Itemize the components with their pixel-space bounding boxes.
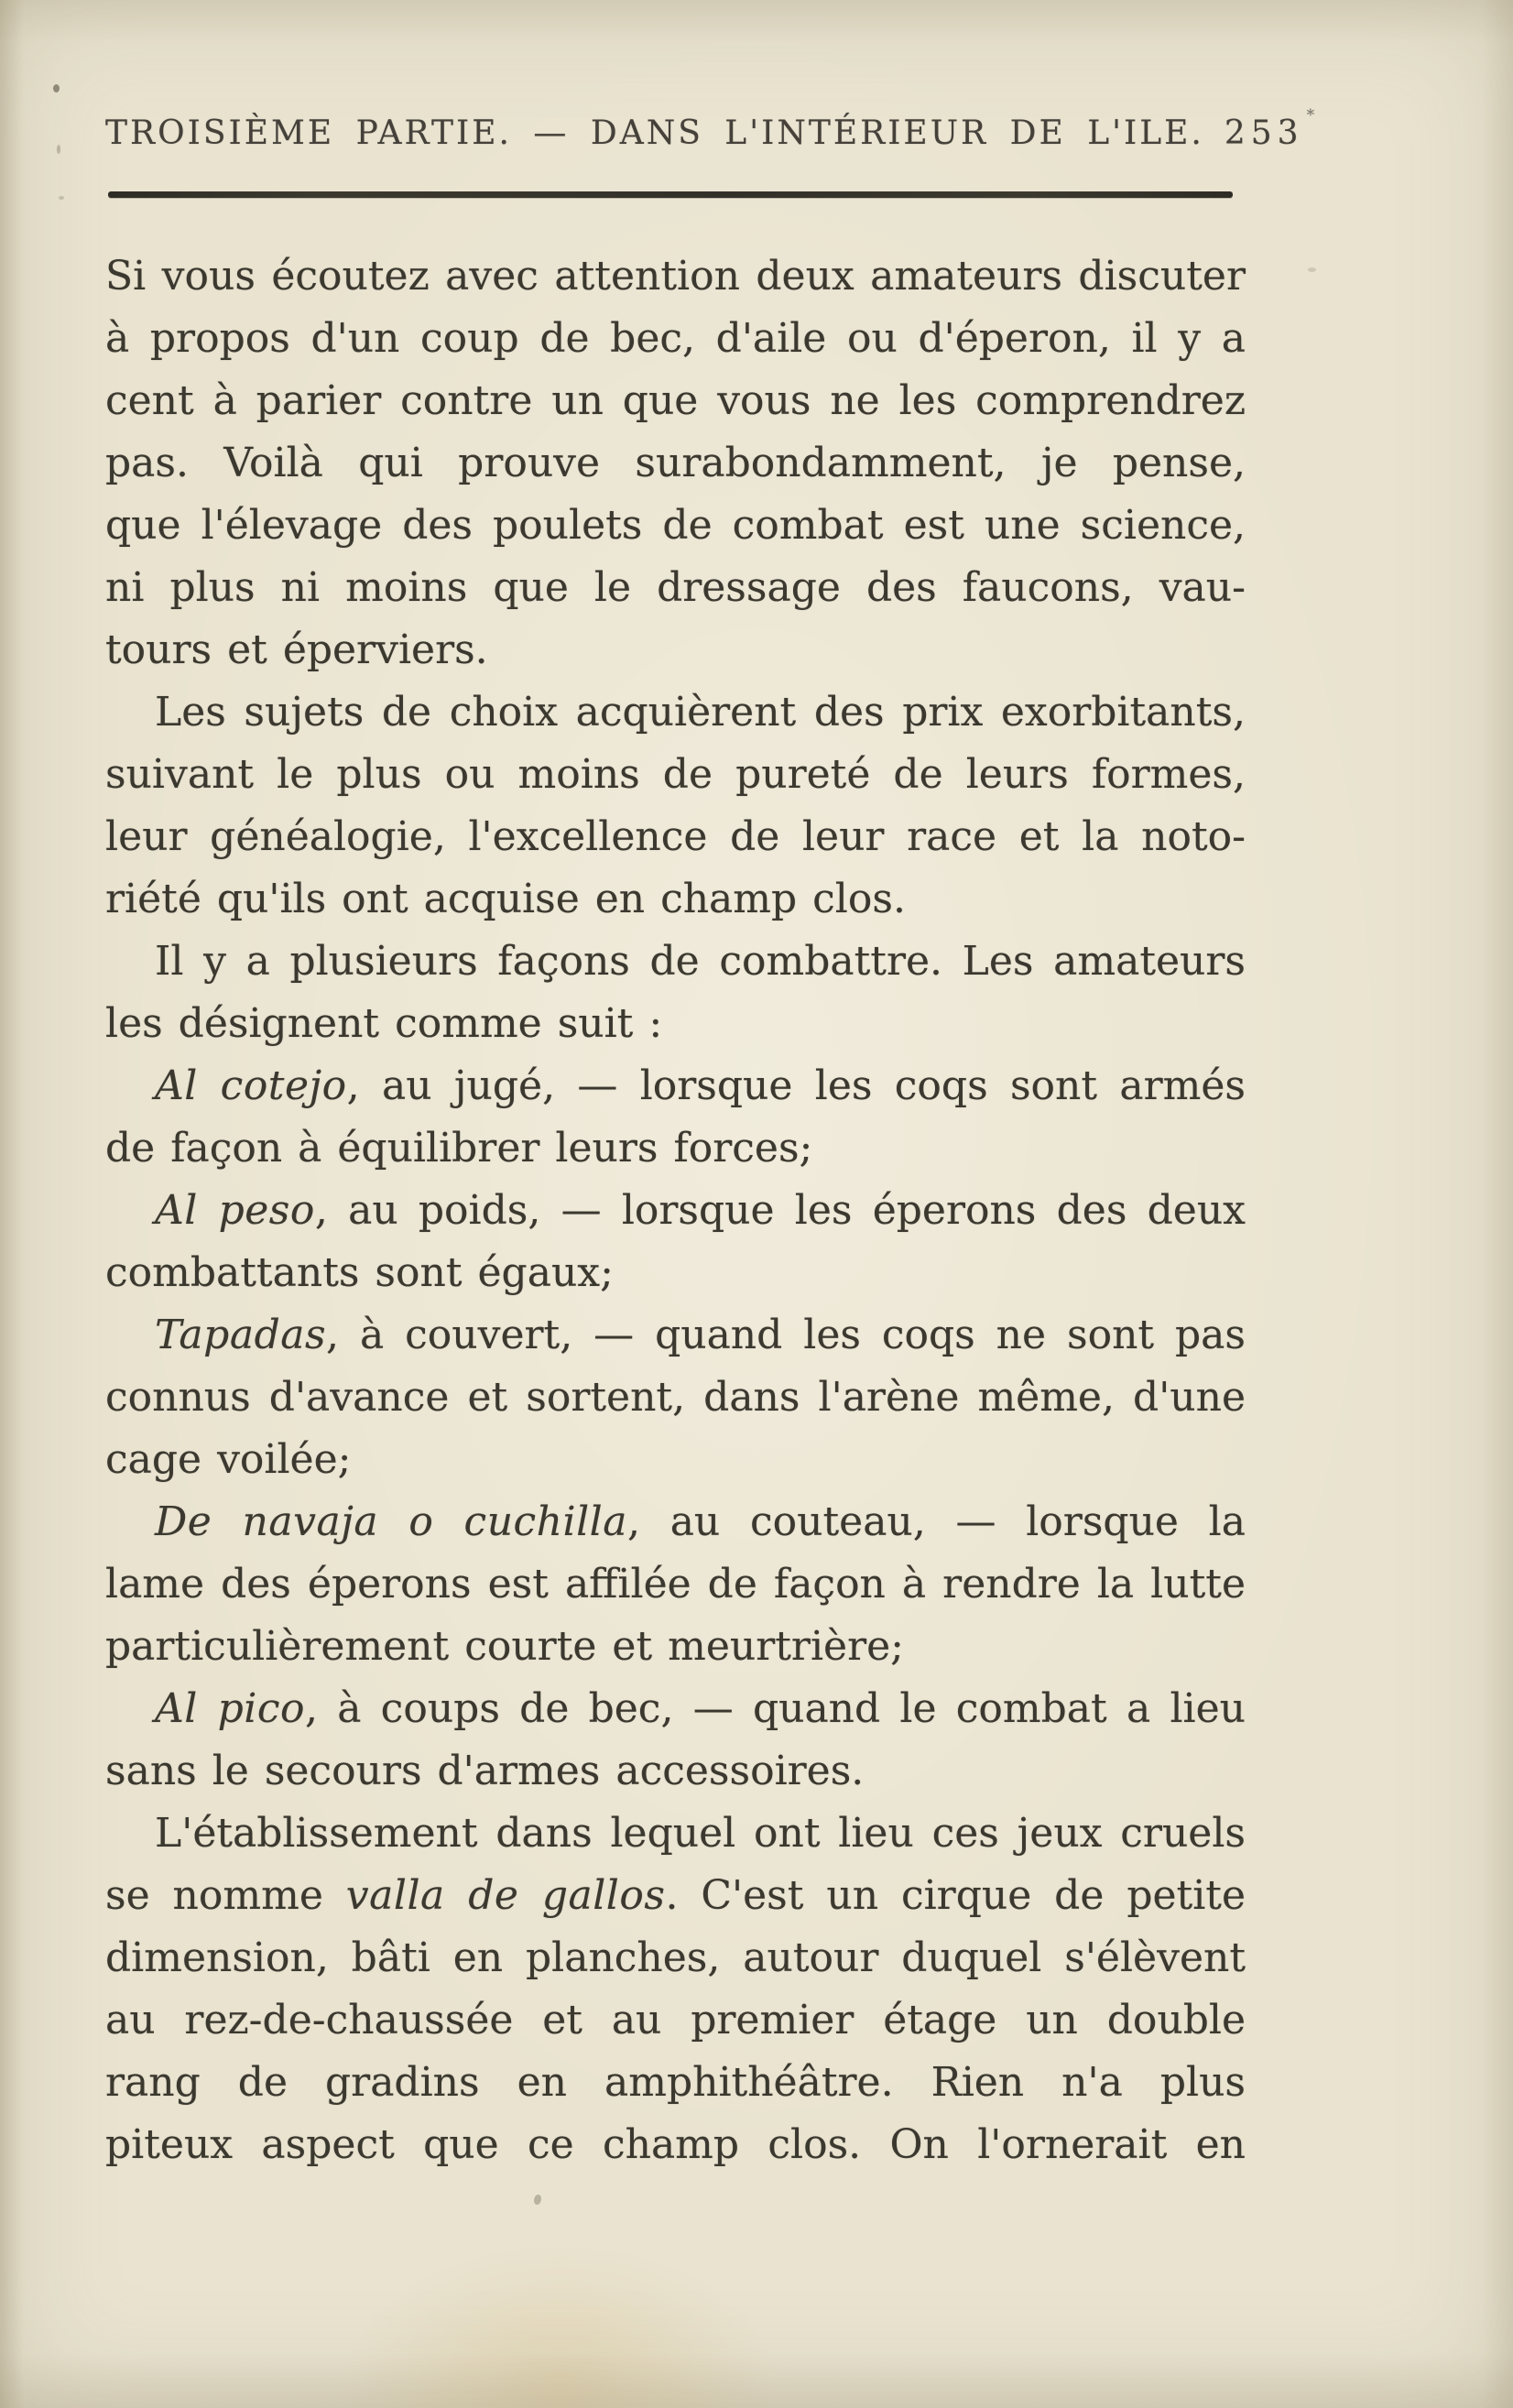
text-run: L'établissement dans lequel ont lieu ces jeux cruels xyxy=(155,1810,1246,1857)
text-run: les désignent comme suit : xyxy=(105,1000,663,1047)
text-line xyxy=(105,557,1246,619)
text-line xyxy=(105,2114,1246,2176)
text-run: , à couvert, — quand les coqs ne sont pas xyxy=(326,1312,1246,1358)
text-run: connus d'avance et sortent, dans l'arène même, d'une xyxy=(105,1374,1246,1421)
text-run: tours et éperviers. xyxy=(105,627,488,673)
text-run: Si vous écoutez avec attention deux amateurs discuter xyxy=(105,253,1246,300)
text-run: de façon à équilibrer leurs forces; xyxy=(105,1125,813,1171)
text-run: , au poids, — lorsque les éperons des deux xyxy=(314,1187,1246,1234)
text-line xyxy=(105,1429,1246,1491)
text-line xyxy=(105,1553,1246,1616)
text-run: dimension, bâti en planches, autour duquel s'élèvent xyxy=(105,1934,1246,1981)
italic-term: De navaja o cuchilla xyxy=(155,1498,627,1545)
text-line xyxy=(105,1367,1246,1429)
text-line xyxy=(105,1803,1246,1865)
text-line xyxy=(105,1989,1246,2052)
text-line xyxy=(105,681,1246,744)
text-line xyxy=(105,1242,1246,1304)
text-block xyxy=(105,245,1246,2176)
text-run: riété qu'ils ont acquise en champ clos. xyxy=(105,876,906,922)
paper-speck xyxy=(57,145,60,154)
text-line xyxy=(105,1678,1246,1740)
text-run: , à coups de bec, — quand le combat a lieu xyxy=(304,1685,1246,1732)
text-line xyxy=(105,1616,1246,1678)
text-line xyxy=(105,370,1246,432)
text-line xyxy=(105,806,1246,868)
text-line xyxy=(105,495,1246,557)
text-run: piteux aspect que ce champ clos. On l'ornerait en xyxy=(105,2121,1246,2168)
text-run: se nomme xyxy=(105,1872,346,1919)
text-run: , au jugé, — lorsque les coqs sont armés xyxy=(346,1062,1246,1109)
text-run: leur généalogie, l'excellence de leur race et la noto- xyxy=(105,813,1246,860)
text-line xyxy=(105,1304,1246,1367)
text-run: rang de gradins en amphithéâtre. Rien n'a plus xyxy=(105,2059,1246,2106)
running-title: TROISIÈME PARTIE. — DANS L'INTÉRIEUR DE L'ILE. xyxy=(105,114,1204,152)
text-run: particulièrement courte et meurtrière; xyxy=(105,1623,904,1670)
page-number-mark: * xyxy=(1306,106,1315,125)
text-line xyxy=(105,432,1246,495)
italic-term: valla de gallos xyxy=(345,1872,666,1919)
text-line xyxy=(105,1740,1246,1803)
text-line xyxy=(105,993,1246,1055)
text-run: que l'élevage des poulets de combat est une science, xyxy=(105,502,1246,549)
text-line xyxy=(105,1117,1246,1180)
text-run: pas. Voilà qui prouve surabondamment, je pense, xyxy=(105,440,1246,486)
text-line xyxy=(105,308,1246,370)
text-run: , au couteau, — lorsque la xyxy=(626,1498,1246,1545)
text-run: Il y a plusieurs façons de combattre. Les amateurs xyxy=(155,938,1246,985)
text-run: . C'est un cirque de petite xyxy=(665,1872,1246,1919)
text-line xyxy=(105,1180,1246,1242)
text-line xyxy=(105,931,1246,993)
text-run: suivant le plus ou moins de pureté de leurs formes, xyxy=(105,751,1246,798)
text-run: combattants sont égaux; xyxy=(105,1249,614,1296)
text-line xyxy=(105,245,1246,308)
text-line xyxy=(105,1865,1246,1927)
paper-speck xyxy=(534,2195,541,2205)
text-run: cage voilée; xyxy=(105,1436,352,1483)
text-line xyxy=(105,1491,1246,1553)
italic-term: Al peso xyxy=(155,1187,315,1234)
text-line xyxy=(105,2052,1246,2114)
text-line xyxy=(105,1055,1246,1117)
text-line xyxy=(105,619,1246,681)
text-line xyxy=(105,868,1246,931)
text-run: Les sujets de choix acquièrent des prix exorbitants, xyxy=(155,689,1246,735)
text-run: ni plus ni moins que le dressage des faucons, vau- xyxy=(105,564,1246,611)
text-run: cent à parier contre un que vous ne les comprendrez xyxy=(105,377,1246,424)
page-header xyxy=(105,106,1315,152)
italic-term: Tapadas xyxy=(155,1312,327,1358)
text-run: au rez-de-chaussée et au premier étage un double xyxy=(105,1997,1246,2043)
italic-term: Al cotejo xyxy=(155,1062,347,1109)
page-number: 253 xyxy=(1224,114,1304,152)
paper-speck xyxy=(53,84,60,93)
text-line xyxy=(105,744,1246,806)
text-run: lame des éperons est affilée de façon à rendre la lutte xyxy=(105,1561,1246,1607)
paper-speck xyxy=(1308,267,1316,272)
text-run: sans le secours d'armes accessoires. xyxy=(105,1748,865,1794)
italic-term: Al pico xyxy=(155,1685,305,1732)
text-line xyxy=(105,1927,1246,1989)
header-rule xyxy=(108,191,1233,198)
text-run: à propos d'un coup de bec, d'aile ou d'éperon, il y a xyxy=(105,315,1246,362)
paper-speck xyxy=(59,196,64,200)
